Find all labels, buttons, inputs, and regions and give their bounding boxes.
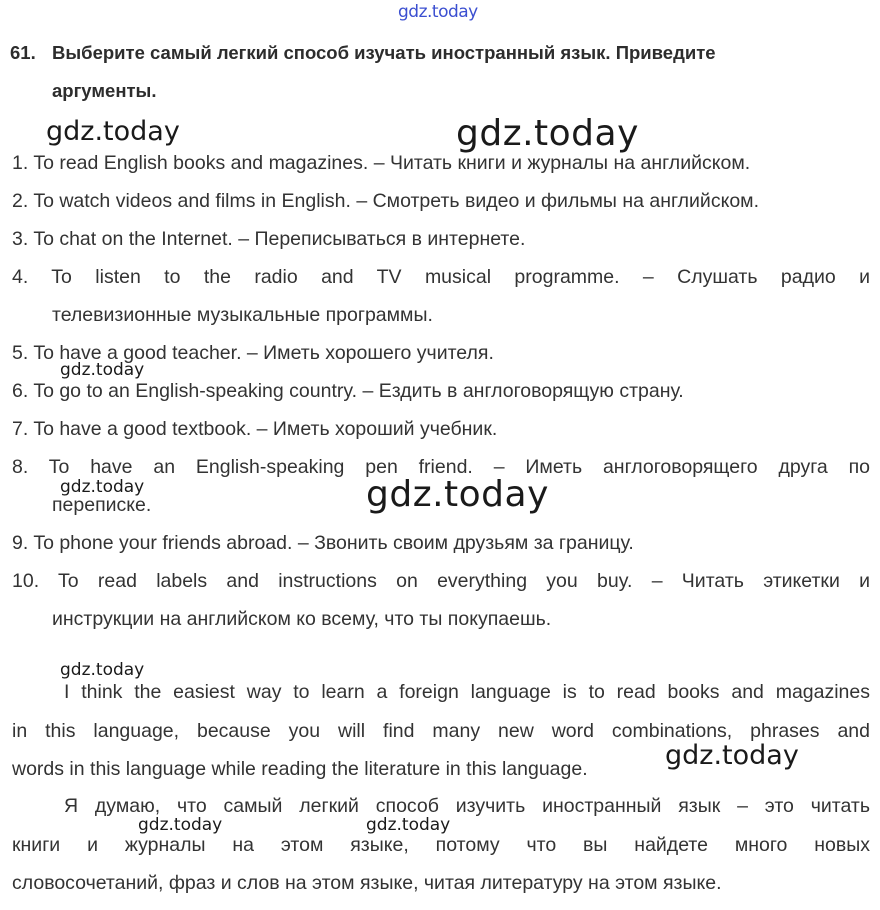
list-item: 10. To read labels and instructions on everything you buy. – Читать этикетки и инструкции на английском ко всему, что ты покупаешь.: [12, 570, 870, 630]
list-item: 2. To watch videos and films in English. – Смотреть видео и фильмы на английском.: [12, 190, 759, 212]
paragraph-english: I think the easiest way to learn a foreign language is to read books and magazines in this language, because you will find many new word combinations, phrases and words in this language while reading the literature in this language.: [12, 681, 870, 780]
task-number: 61.: [10, 42, 36, 63]
list-item: 5. To have a good teacher. – Иметь хорошего учителя.: [12, 342, 494, 364]
watermark: gdz.today: [60, 360, 145, 380]
task-title-line1: Выберите самый легкий способ изучать иностранный язык. Приведите: [52, 42, 716, 63]
task-title-line2: аргументы.: [52, 80, 157, 101]
watermark: gdz.today: [366, 474, 549, 515]
watermark: gdz.today: [665, 740, 799, 771]
list-item: 4. To listen to the radio and TV musical programme. – Слушать радио и телевизионные музыкальные программы.: [12, 266, 870, 326]
watermark-top: gdz.today: [398, 2, 478, 22]
watermark: gdz.today: [46, 116, 180, 147]
watermark: gdz.today: [60, 477, 145, 497]
paragraph-russian: Я думаю, что самый легкий способ изучить иностранный язык – это читать книги и журналы на этом языке, потому что вы найдете много новых словосочетаний, фраз и слов на этом языке, читая литературу на этом языке.: [12, 795, 870, 894]
list-item: 3. To chat on the Internet. – Переписываться в интернете.: [12, 228, 526, 250]
task-heading: [10, 34, 872, 110]
list-item: 7. To have a good textbook. – Иметь хороший учебник.: [12, 418, 498, 440]
watermark: gdz.today: [138, 815, 223, 835]
watermark: gdz.today: [60, 660, 145, 680]
ways-list: [12, 144, 870, 638]
list-item: 8. To have an English-speaking pen friend. – Иметь англоговорящего друга по переписке.: [12, 456, 870, 516]
watermark: gdz.today: [456, 113, 639, 154]
list-item: 1. To read English books and magazines. – Читать книги и журналы на английском.: [12, 152, 751, 174]
list-item: 9. To phone your friends abroad. – Звонить своим друзьям за границу.: [12, 532, 634, 554]
list-item: 6. To go to an English-speaking country. – Ездить в англоговорящую страну.: [12, 380, 684, 402]
watermark: gdz.today: [366, 815, 451, 835]
